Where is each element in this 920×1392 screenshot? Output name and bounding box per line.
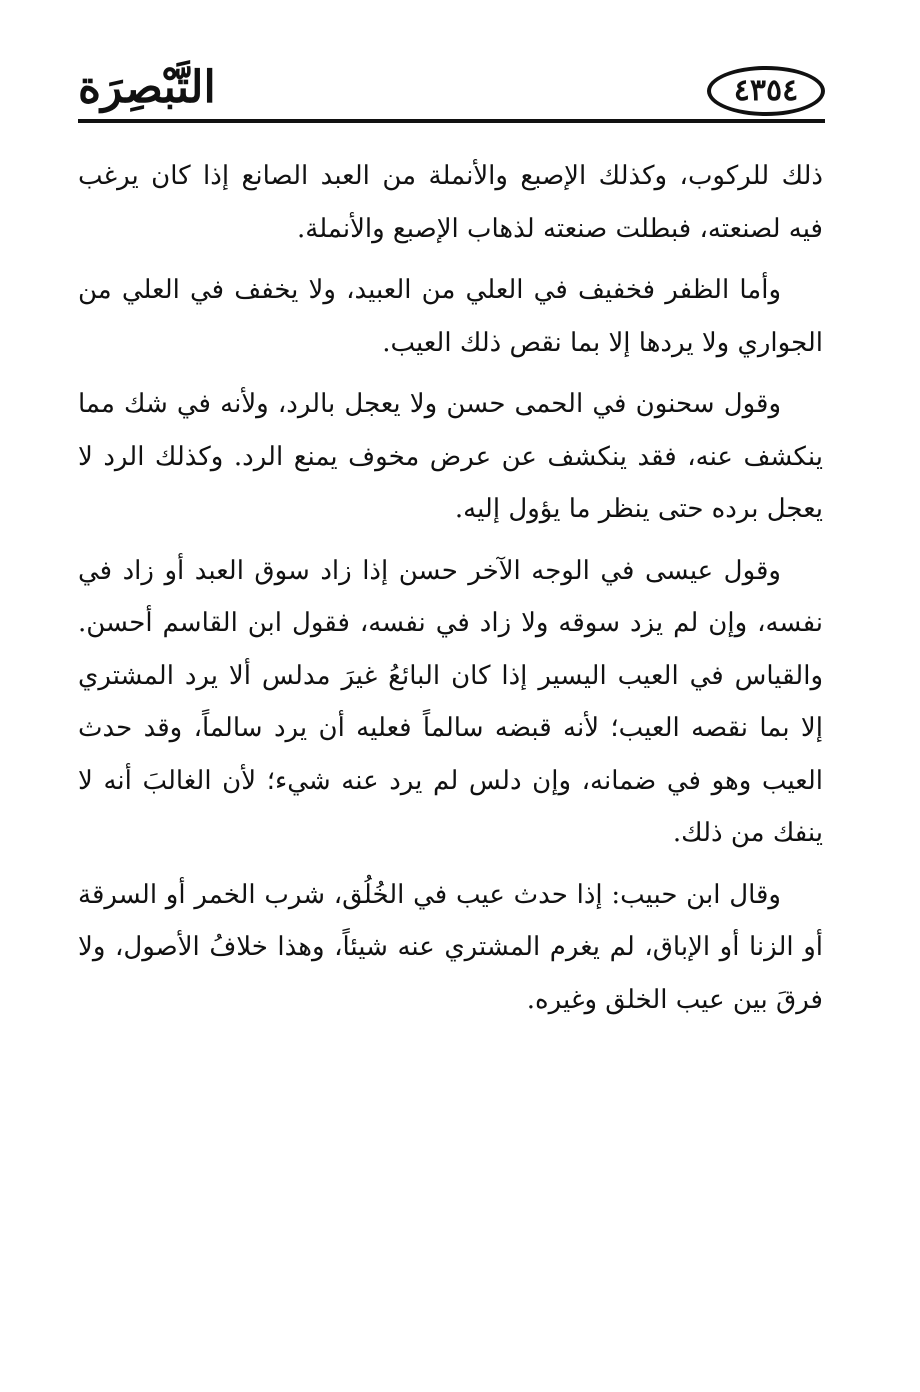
- header-divider: [78, 119, 825, 123]
- paragraph-1: ذلك للركوب، وكذلك الإصبع والأنملة من العبد الصانع إذا كان يرغب فيه لصنعته، فبطلت صنعته لذهاب الإصبع والأنملة.: [78, 161, 823, 244]
- page-number: ٤٣٥٤: [733, 73, 799, 108]
- page-number-badge: [707, 66, 825, 116]
- paragraph-3: وقول سحنون في الحمى حسن ولا يعجل بالرد، ولأنه في شك مما ينكشف عنه، فقد ينكشف عن عرض مخوف يمنع الرد. وكذلك الرد لا يعجل برده حتى ينظر ما يؤول إليه.: [78, 389, 823, 524]
- page-header: [78, 60, 825, 128]
- main-text: [78, 150, 823, 1035]
- paragraph-2: وأما الظفر فخفيف في العلي من العبيد، ولا يخفف في العلي من الجواري ولا يردها إلا بما نقص ذلك العيب.: [78, 275, 823, 358]
- paragraph-5: وقال ابن حبيب: إذا حدث عيب في الخُلُق، شرب الخمر أو السرقة أو الزنا أو الإباق، لم يغرم المشتري عنه شيئاً، وهذا خلافُ الأصول، ولا فرقَ بين عيب الخلق وغيره.: [78, 879, 823, 1015]
- paragraph-4: وقول عيسى في الوجه الآخر حسن إذا زاد سوق العبد أو زاد في نفسه، وإن لم يزد سوقه ولا زاد في نفسه، فقول ابن القاسم أحسن. والقياس في العيب اليسير إذا كان البائعُ غيرَ مدلس ألا يرد المشتري إلا بما نقصه العيب؛ لأنه قبضه سالماً فعليه أن يرد سالماً، وقد حدث العيب وهو في ضمانه، وإن دلس لم يرد عنه شيء؛ لأن الغالبَ أنه لا ينفك من ذلك.: [78, 555, 823, 848]
- book-title: التَّبْصِرَة: [78, 62, 216, 113]
